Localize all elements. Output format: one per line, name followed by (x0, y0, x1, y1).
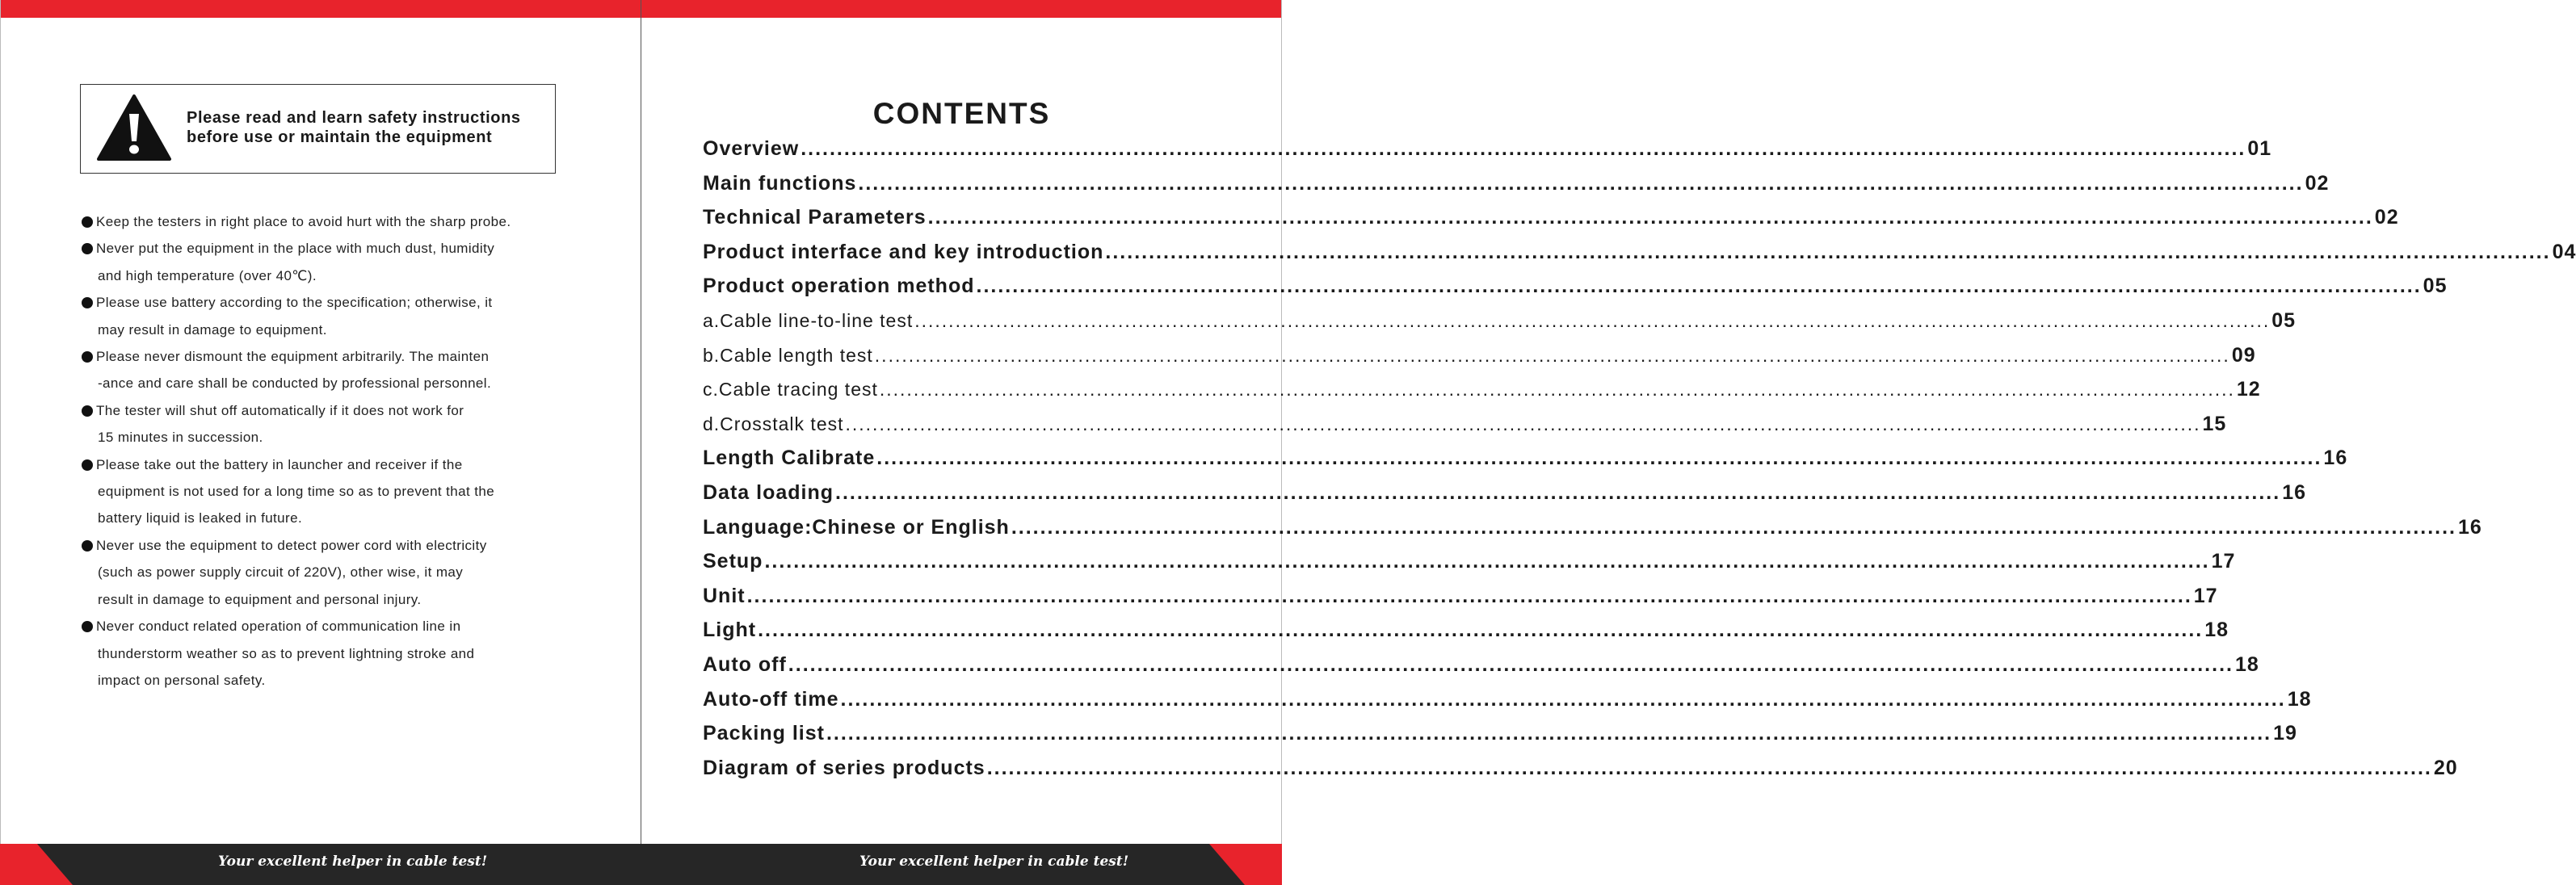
toc-page-number: 02 (2374, 206, 2399, 229)
toc-entry (703, 137, 2272, 172)
toc-entry-label: Language:Chinese or English (703, 515, 1010, 539)
toc-entry-label: Setup (703, 550, 763, 573)
toc-entry (703, 447, 2348, 481)
toc-page-number: 04 (2552, 240, 2576, 263)
toc-entry-label: Product operation method (703, 275, 975, 298)
safety-item-line: Never conduct related operation of communication line in (96, 619, 461, 635)
toc-entry (703, 756, 2458, 791)
toc-dot-leader: ........................................................................................................................................................................................................ (1011, 515, 2456, 539)
toc-entry-label: b.Cable length test (703, 344, 873, 366)
toc-entry (703, 652, 2259, 688)
footer-right-corner (1209, 844, 1282, 885)
toc-page-number: 12 (2236, 378, 2261, 401)
toc-entry (703, 171, 2330, 207)
toc-dot-leader: ........................................................................................................................................................................................................ (927, 206, 2373, 229)
toc-dot-leader: ........................................................................................................................................................................................................ (840, 687, 2286, 711)
safety-item-line: (such as power supply circuit of 220V), other wise, it may (98, 564, 464, 581)
toc-page-number: 15 (2202, 412, 2227, 435)
safety-item (82, 289, 607, 343)
safety-item-line: Never use the equipment to detect power cord with electricity (96, 537, 487, 553)
safety-item-line: 15 minutes in succession. (98, 430, 263, 446)
table-of-contents (703, 137, 2576, 791)
toc-entry-label: Packing list (703, 722, 825, 745)
toc-dot-leader: ........................................................................................................................................................................................................ (788, 652, 2234, 676)
safety-item-line: Please never dismount the equipment arbitrarily. The mainten (96, 349, 490, 365)
safety-item (82, 451, 607, 532)
toc-page-number: 16 (2282, 480, 2306, 504)
toc-dot-leader: ........................................................................................................................................................................................................ (858, 171, 2304, 195)
toc-dot-leader: ........................................................................................................................................................................................................ (1105, 240, 2551, 263)
toc-entry (703, 275, 2448, 309)
safety-item-line: result in damage to equipment and personal injury. (98, 591, 422, 607)
safety-item-line: impact on personal safety. (98, 672, 266, 688)
toc-dot-leader: ........................................................................................................................................................................................................ (746, 584, 2192, 607)
safety-item-line: Keep the testers in right place to avoid hurt with the sharp probe. (96, 214, 511, 229)
warning-line-2: before use or maintain the equipment (187, 128, 493, 146)
toc-entry-label: Data loading (703, 480, 834, 504)
toc-page-number: 02 (2305, 171, 2330, 195)
toc-page-number: 20 (2433, 756, 2458, 779)
toc-dot-leader: ........................................................................................................................................................................................................ (764, 550, 2210, 573)
toc-page-number: 17 (2193, 584, 2218, 607)
toc-dot-leader: ........................................................................................................................................................................................................ (874, 344, 2230, 366)
toc-page-number: 01 (2247, 137, 2272, 160)
safety-item-line: -ance and care shall be conducted by professional personnel. (98, 375, 492, 392)
toc-entry (703, 722, 2297, 757)
safety-item (82, 343, 607, 397)
toc-entry-label: Auto off (703, 652, 787, 676)
toc-page-number: 05 (2271, 308, 2297, 332)
bullet-icon (82, 351, 93, 363)
safety-item-line: Never put the equipment in the place with much dust, humidity (96, 241, 495, 257)
toc-dot-leader: ........................................................................................................................................................................................................ (801, 137, 2246, 160)
toc-entry-label: Light (703, 619, 757, 642)
safety-item (82, 532, 607, 613)
toc-entry-label: d.Crosstalk test (703, 413, 844, 434)
safety-item (82, 208, 607, 235)
bullet-icon (82, 621, 93, 632)
toc-entry (703, 240, 2576, 275)
safety-item-line: Please take out the battery in launcher and receiver if the (96, 456, 463, 472)
toc-entry (703, 687, 2312, 723)
toc-entry (703, 619, 2229, 653)
toc-dot-leader: ........................................................................................................................................................................................................ (986, 756, 2432, 779)
toc-entry (703, 206, 2399, 241)
footer-slogan-left: Your excellent helper in cable test! (218, 854, 488, 870)
toc-page-number: 16 (2458, 515, 2482, 539)
toc-page-number: 18 (2204, 619, 2229, 642)
safety-item-line: thunderstorm weather so as to prevent lightning stroke and (98, 645, 475, 661)
toc-entry-label: Diagram of series products (703, 756, 985, 779)
toc-dot-leader: ........................................................................................................................................................................................................ (758, 619, 2204, 642)
warning-triangle-icon (97, 94, 171, 162)
contents-title: CONTENTS (872, 97, 1051, 130)
footer-left-corner (0, 844, 73, 885)
bullet-icon (82, 243, 93, 254)
safety-item (82, 397, 607, 451)
toc-entry-label: Unit (703, 584, 746, 607)
safety-item-line: Please use battery according to the specification; otherwise, it (96, 295, 493, 311)
toc-dot-leader: ........................................................................................................................................................................................................ (876, 447, 2322, 470)
toc-entry-label: c.Cable tracing test (703, 379, 878, 401)
right-page (641, 0, 2576, 844)
toc-page-number: 09 (2231, 343, 2256, 367)
safety-item-line: battery liquid is leaked in future. (98, 510, 303, 526)
bullet-icon (82, 297, 93, 308)
warning-line-1: Please read and learn safety instructions (187, 109, 521, 127)
toc-dot-leader: ........................................................................................................................................................................................................ (879, 379, 2235, 401)
toc-dot-leader: ........................................................................................................................................................................................................ (914, 309, 2271, 331)
toc-entry-label: Main functions (703, 171, 857, 195)
toc-entry-label: a.Cable line-to-line test (703, 309, 914, 331)
toc-page-number: 05 (2423, 275, 2448, 298)
left-page (0, 0, 641, 844)
toc-dot-leader: ........................................................................................................................................................................................................ (976, 275, 2422, 298)
safety-warning-box (80, 84, 556, 174)
toc-entry-label: Technical Parameters (703, 206, 927, 229)
toc-entry (703, 308, 2297, 344)
safety-item-line: The tester will shut off automatically if it does not work for (96, 402, 464, 418)
toc-dot-leader: ........................................................................................................................................................................................................ (826, 722, 2272, 745)
toc-entry-label: Auto-off time (703, 687, 839, 711)
toc-page-number: 19 (2273, 722, 2297, 745)
bullet-icon (82, 216, 93, 228)
toc-entry (703, 515, 2482, 551)
toc-page-number: 18 (2287, 687, 2312, 711)
toc-page-number: 18 (2234, 652, 2259, 676)
safety-item-line: and high temperature (over 40℃). (98, 267, 317, 283)
toc-entry-label: Overview (703, 137, 800, 160)
footer-slogan-right: Your excellent helper in cable test! (859, 854, 1129, 870)
toc-page-number: 16 (2323, 447, 2348, 470)
safety-item-line: may result in damage to equipment. (98, 321, 327, 338)
toc-page-number: 17 (2211, 550, 2236, 573)
toc-dot-leader: ........................................................................................................................................................................................................ (845, 413, 2201, 434)
toc-entry (703, 550, 2236, 585)
toc-entry (703, 584, 2218, 619)
footer-bar (0, 844, 1282, 885)
toc-dot-leader: ........................................................................................................................................................................................................ (835, 480, 2281, 504)
warning-message (187, 108, 521, 147)
toc-entry (703, 378, 2261, 413)
toc-entry-label: Product interface and key introduction (703, 240, 1104, 263)
bullet-icon (82, 540, 93, 552)
safety-instructions-list (82, 208, 607, 694)
safety-item-line: equipment is not used for a long time so as to prevent that the (98, 484, 495, 500)
safety-item (82, 613, 607, 694)
bullet-icon (82, 459, 93, 471)
safety-item (82, 235, 607, 289)
toc-entry (703, 412, 2227, 447)
toc-entry (703, 343, 2256, 379)
bullet-icon (82, 405, 93, 417)
toc-entry (703, 480, 2306, 516)
toc-entry-label: Length Calibrate (703, 447, 876, 470)
